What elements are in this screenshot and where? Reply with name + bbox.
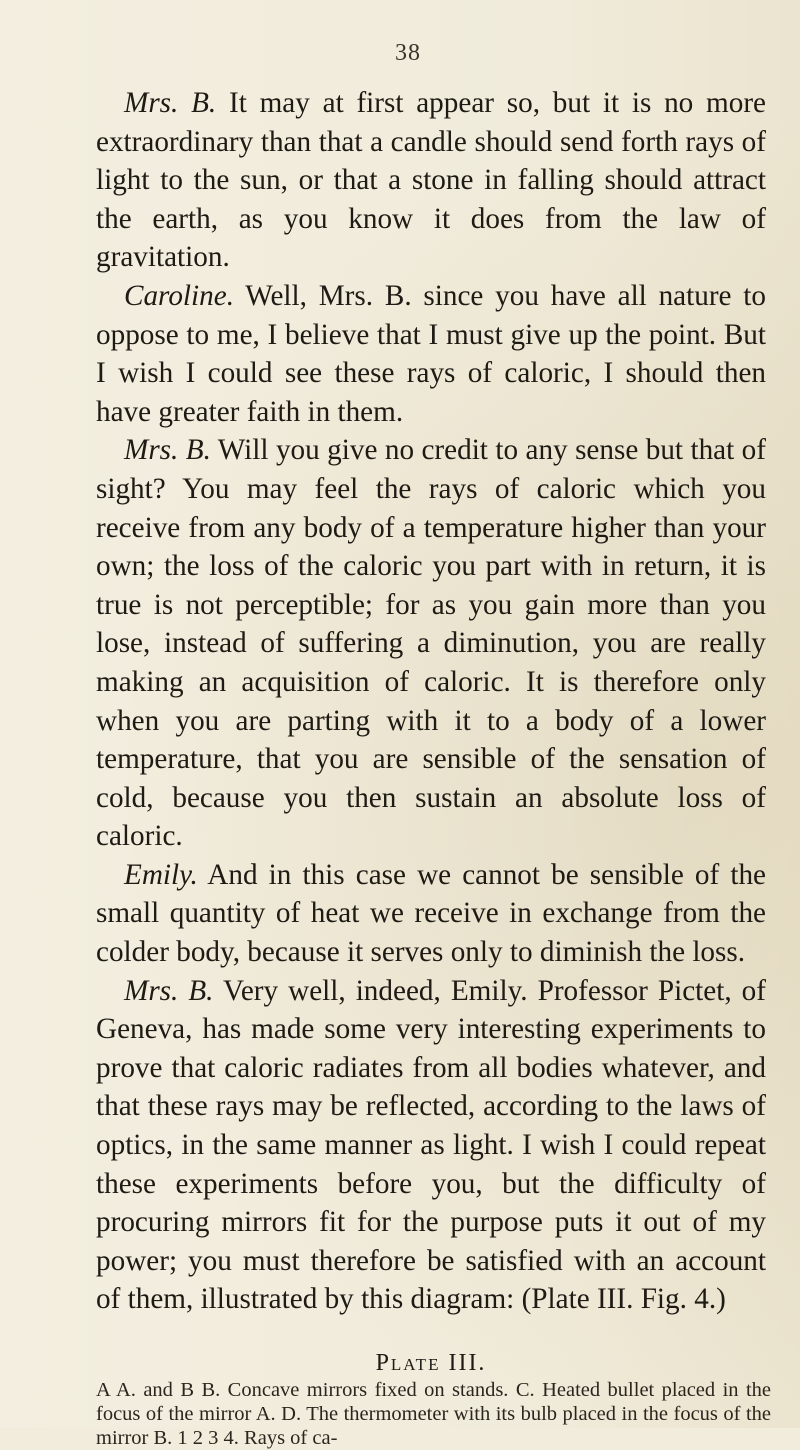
plate-heading: Plate III. [375, 1350, 487, 1376]
speaker-name: Mrs. B. [124, 434, 211, 467]
paragraph-text: Well, Mrs. B. since you have all nature to oppose to me, I believe that I must give up the point. But I wish I could see these rays of caloric, I should then have greater faith in them. [96, 279, 766, 428]
paragraph [96, 431, 766, 856]
speaker-name: Emily. [124, 858, 198, 891]
paragraph-text: Will you give no credit to any sense but that of sight? You may feel the rays of caloric which you receive from any body of a temperature higher than your own; the loss of the caloric you part with in return, it is true is not perceptible; for as you gain more than you lose, instead of suffering a diminution, you are really making an acquisition of caloric. It is therefore only when you are parting with it to a body of a lower temperature, that you are sensible of the sensation of cold, because you then sustain an absolute loss of caloric. [96, 434, 766, 853]
paragraph-text: It may at first appear so, but it is no more extraordinary than that a candle should send forth rays of light to the sun, or that a stone in falling should attract the earth, as you know it does from the law of gravitation. [96, 87, 766, 274]
paragraph [96, 856, 766, 972]
paragraph-text: And in this case we cannot be sensible of the small quantity of heat we receive in exchange from the colder body, because it serves only to diminish the loss. [96, 858, 766, 969]
paragraph [96, 277, 766, 431]
speaker-name: Mrs. B. [124, 974, 214, 1007]
plate-caption-text: A A. and B B. Concave mirrors fixed on stands. C. Heated bullet placed in the focus of the mirror A. D. The thermometer with its bulb placed in the focus of the mirror B. 1 2 3 4. Rays of ca- [96, 1379, 771, 1449]
paragraph [96, 84, 766, 277]
page-number: 38 [395, 40, 421, 66]
paragraph [96, 972, 766, 1319]
body-text [96, 84, 766, 1319]
speaker-name: Caroline. [124, 279, 234, 312]
paragraph-text: Very well, indeed, Emily. Professor Pictet, of Geneva, has made some very interesting experiments to prove that caloric radiates from all bodies whatever, and that these rays may be reflected, according to the laws of optics, in the same manner as light. I wish I could repeat these experiments before you, but the difficulty of procuring mirrors fit for the purpose puts it out of my power; you must therefore be satisfied with an account of them, illustrated by this diagram: (Plate III. Fig. 4.) [96, 974, 766, 1316]
speaker-name: Mrs. B. [124, 87, 217, 119]
